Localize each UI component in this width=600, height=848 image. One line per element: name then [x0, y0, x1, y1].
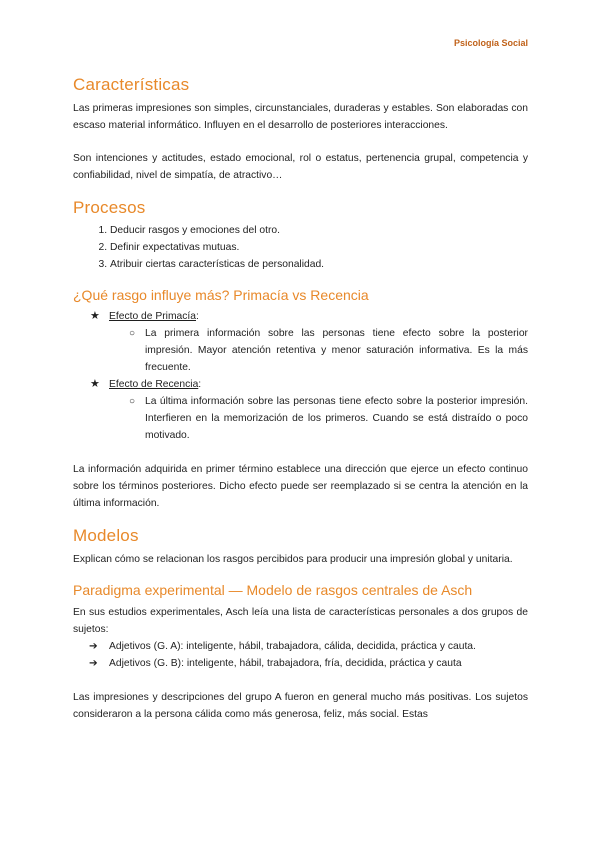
heading-procesos: Procesos — [73, 198, 146, 217]
paragraph-paradigma-conclusion: Las impresiones y descripciones del grupo A fueron en general mucho más positivas. Los sujetos consideraron a la persona cálida como más generosa, feliz, más social. Estas — [73, 692, 528, 720]
list-item: 1. Deducir rasgos y emociones del otro. — [110, 222, 528, 239]
list-item: ★ Efecto de Primacía: ○ La primera información sobre las personas tiene efecto sobre la posterior impresión. Mayor atención retentiva y menor saturación informativa. Es la más frecuente. — [73, 308, 528, 376]
adjetivos-a: Adjetivos (G. A): inteligente, hábil, trabajadora, cálida, decidida, práctica y cauta. — [109, 641, 476, 652]
circle-bullet-icon: ○ — [129, 396, 136, 407]
paragraph-paradigma-intro: En sus estudios experimentales, Asch leía una lista de características personales a dos grupos de sujetos: — [73, 607, 528, 635]
procesos-list — [73, 222, 528, 273]
heading-modelos: Modelos — [73, 526, 139, 545]
heading-rasgo: ¿Qué rasgo influye más? Primacía vs Recencia — [73, 287, 369, 303]
list-item: 2. Definir expectativas mutuas. — [110, 239, 528, 256]
efectos-list — [73, 308, 528, 444]
recencia-label: Efecto de Recencia — [109, 379, 199, 390]
adjetivos-list — [73, 638, 528, 672]
list-item — [109, 393, 528, 444]
primacia-text: La primera información sobre las personas tiene efecto sobre la posterior impresión. Mayor atención retentiva y menor saturación informativa. Es la más frecuente. — [145, 328, 528, 373]
paragraph-caracteristicas-1: Las primeras impresiones son simples, circunstanciales, duraderas y estables. Son elaboradas con escaso material informático. Influyen en el desarrollo de posteriores interacciones. — [73, 103, 528, 131]
recencia-text: La última información sobre las personas tiene efecto sobre la posterior impresión. Interfieren en la memorización de los primeros. Cuando se está distraído o poco motivado. — [145, 396, 528, 441]
page-header: Psicología Social — [453, 38, 528, 48]
list-item — [109, 325, 528, 376]
star-bullet-icon: ★ — [90, 378, 100, 390]
paragraph-caracteristicas-2: Son intenciones y actitudes, estado emocional, rol o estatus, pertenencia grupal, competencia y confiabilidad, nivel de simpatía, de atractivo… — [73, 153, 528, 181]
recencia-sublist — [109, 393, 528, 444]
list-item — [73, 638, 528, 655]
primacia-sublist — [109, 325, 528, 376]
circle-bullet-icon: ○ — [129, 328, 136, 339]
list-item — [73, 655, 528, 672]
page-content — [73, 72, 528, 723]
adjetivos-b: Adjetivos (G. B): inteligente, hábil, trabajadora, fría, decidida, práctica y cauta — [109, 658, 462, 669]
star-bullet-icon: ★ — [90, 310, 100, 322]
list-item: 3. Atribuir ciertas características de personalidad. — [110, 256, 528, 273]
arrow-bullet-icon: ➔ — [89, 658, 98, 669]
paragraph-rasgo-summary: La información adquirida en primer término establece una dirección que ejerce un efecto continuo sobre los términos posteriores. Dicho efecto puede ser reemplazado si se centra la atención en la última información. — [73, 464, 528, 509]
heading-paradigma: Paradigma experimental — Modelo de rasgos centrales de Asch — [73, 582, 473, 598]
paragraph-modelos: Explican cómo se relacionan los rasgos percibidos para producir una impresión global y unitaria. — [73, 554, 513, 565]
list-item: ★ Efecto de Recencia: ○ La última información sobre las personas tiene efecto sobre la posterior impresión. Interfieren en la memorización de los primeros. Cuando se está distraído o poco motivado. — [73, 376, 528, 444]
heading-caracteristicas: Características — [73, 75, 190, 94]
arrow-bullet-icon: ➔ — [89, 641, 98, 652]
primacia-label: Efecto de Primacía — [109, 311, 196, 322]
